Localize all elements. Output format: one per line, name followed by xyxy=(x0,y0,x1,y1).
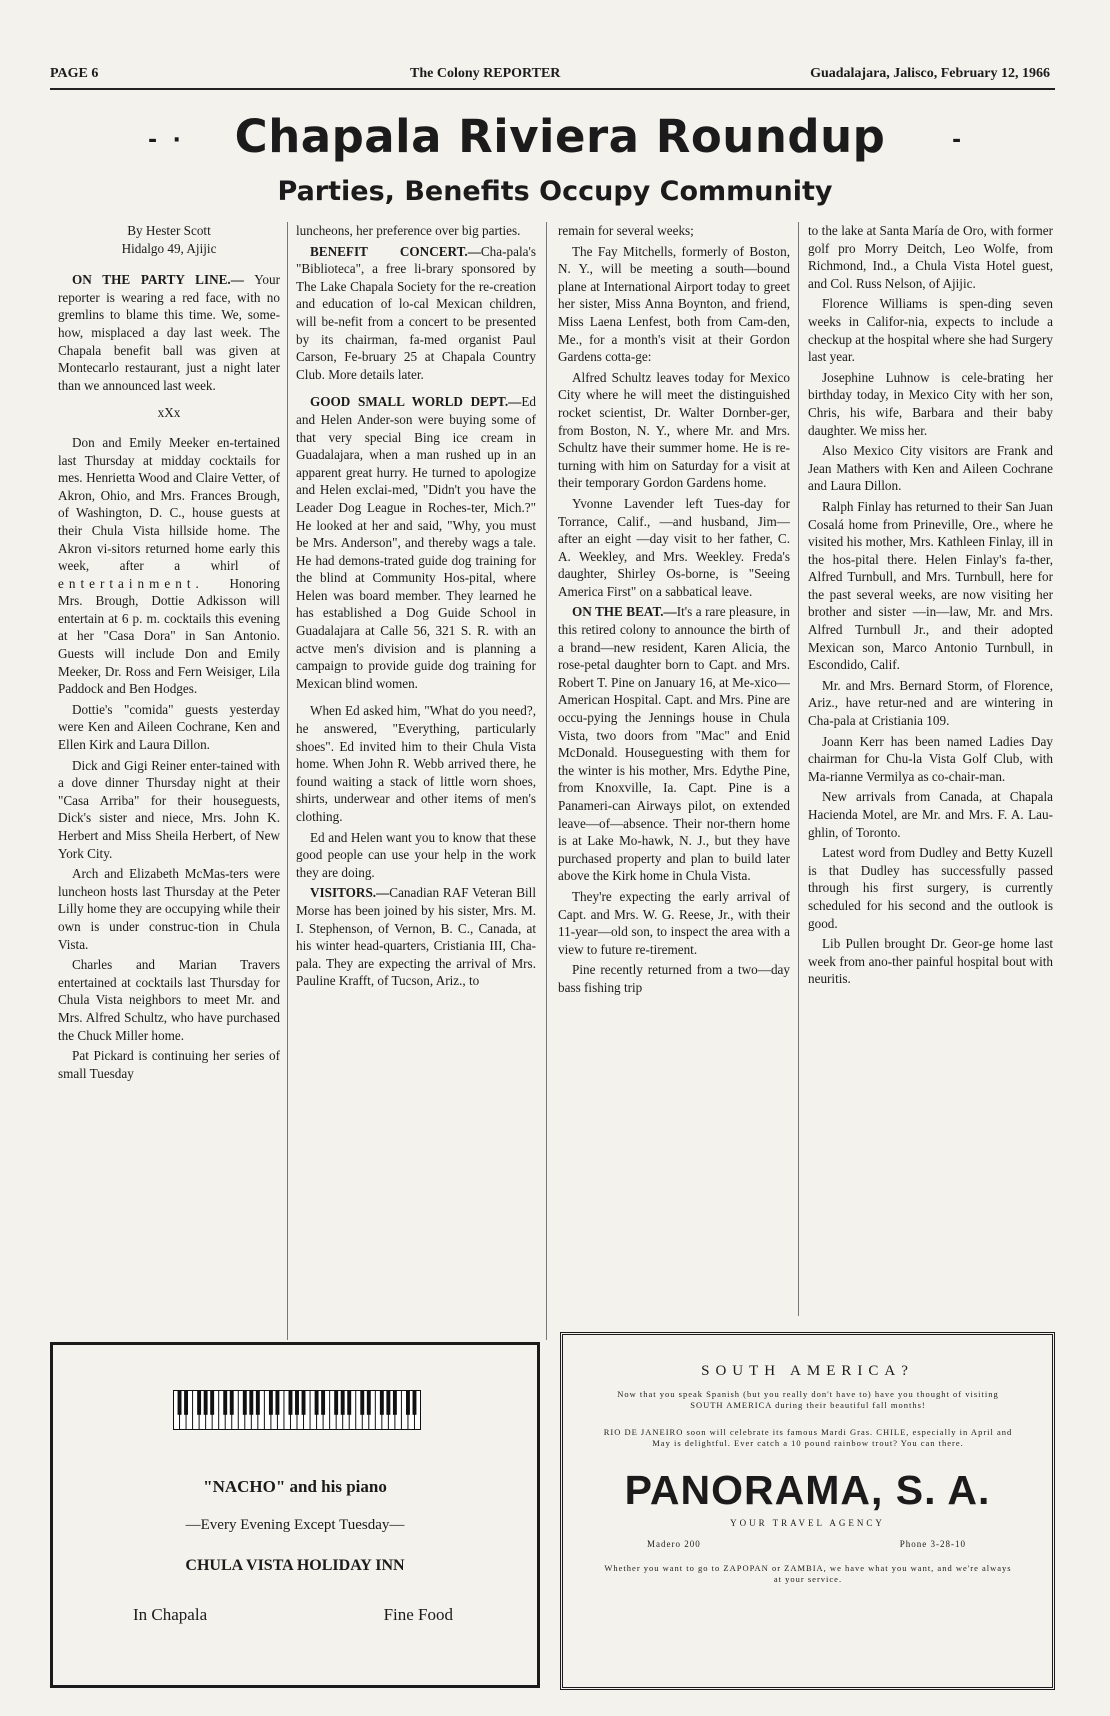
column-rule xyxy=(287,222,288,1340)
paragraph: Alfred Schultz leaves today for Mexico City where he will meet the distinguished rocket scientist, Dr. Walter Dornber-ger, from Boston, N. Y., where Mr. and Mrs. Schultz have their summer home. He is re-turning with him on Saturday for a visit at their temporary Gordon Gardens home. xyxy=(558,369,790,491)
paragraph-text: Honoring Mrs. Brough, Dottie Adkisson will entertain at 6 p. m. cocktails this evening at her "Casa Dora" in San Antonio. Guests will include Don and Emily Meeker, Dr. Ross and Fern Weisiger, Lila Paddock and Ben Hodges. xyxy=(58,575,280,697)
separator: xXx xyxy=(157,405,181,421)
ad-location: In Chapala xyxy=(133,1605,208,1624)
travel-agency-advertisement xyxy=(560,1332,1055,1690)
byline-address: Hidalgo 49, Ajijic xyxy=(121,240,217,256)
article-column-2 xyxy=(296,222,536,1340)
ad-tagline: Fine Food xyxy=(383,1605,453,1624)
paragraph: When Ed asked him, "What do you need?, he answered, "Everything, particularly shoes". Ed invited him to their Chula Vista home. When John R. Webb arrived there, he found waiting a stack of little worn shoes, shirts, underwear and other items of men's clothing. xyxy=(296,703,536,824)
paragraph-text: Canadian RAF Veteran Bill Morse has been joined by his sister, Mrs. M. I. Stephenson, of Vernon, B. C., Canada, at his winter head-quarters, Cristiania III, Cha-pala. They are expecting the arrival of Mrs. Pauline Krafft, of Tucson, Ariz., to xyxy=(296,885,536,989)
masthead xyxy=(50,66,1050,86)
paper-name: The Colony REPORTER xyxy=(410,66,561,81)
column-rule xyxy=(546,222,547,1340)
paragraph-text: Don and Emily Meeker en-tertained last Thursday at midday cocktails for mes. Henrietta Wood and Claire Vetter, of Akron, Ohio, and Mrs. Frances Brough, of Washington, D. C., house guests at their Chula Vista hillside home. The Akron vi-sitors returned home early this week, after a whirl of xyxy=(58,434,280,574)
headline-ornament-left: - · xyxy=(148,128,181,153)
ad-performer: "NACHO" and his piano xyxy=(203,1477,387,1496)
paragraph: Lib Pullen brought Dr. Geor-ge home last week from ano-ther painful hospital bout with neuritis. xyxy=(808,936,1053,987)
paragraph: Charles and Marian Travers entertained at cocktails last Thursday for Chula Vista neighbors to meet Mr. and Mrs. Alfred Schultz, who have purchased the Chuck Miller home. xyxy=(58,957,280,1043)
paragraph: to the lake at Santa María de Oro, with former golf pro Morry Deitch, Leo Wolfe, from Richmond, Ind., a Chula Vista Hotel guest, and Col. Russ Nelson, of Ajijic. xyxy=(808,223,1053,291)
headline-ornament-right: - xyxy=(952,128,962,153)
piano-advertisement xyxy=(50,1342,540,1688)
paragraph: Pine recently returned from a two—day bass fishing trip xyxy=(558,962,790,995)
ad-text-block: Now that you speak Spanish (but you really don't have to) have you thought of visiting SOUTH AMERICA during their beautiful fall months! xyxy=(617,1389,999,1410)
paragraph: Florence Williams is spen-ding seven weeks in Califor-nia, expects to include a checkup at the hospital where she had Surgery last year. xyxy=(808,296,1053,365)
ad-text-block: RIO DE JANEIRO soon will celebrate its famous Mardi Gras. CHILE, especially in April and May is delightful. Ever catch a 10 pound rainbow trout? You can there. xyxy=(603,1427,1013,1448)
paragraph: Pat Pickard is continuing her series of small Tuesday xyxy=(58,1048,280,1081)
paragraph: Yvonne Lavender left Tues-day for Torrance, Calif., —and husband, Jim— after an eight —day visit to her father, C. A. Weekley, and Mrs. Weekley. Freda's daughter, Shirley Os-borne, is "Seeing America First" on a sabbatical leave. xyxy=(558,495,790,599)
section-lead: BENEFIT CONCERT.— xyxy=(310,243,481,259)
paragraph xyxy=(58,271,280,394)
headline: Chapala Riviera Roundup xyxy=(234,110,886,163)
agency-address: Madero 200 xyxy=(647,1539,701,1549)
paragraph-text: Cha-pala's "Biblioteca", a free li-brary sponsored by The Lake Chapala Society for the re-creation and education of lo-cal Mexican children, will be-nefit from a concert to be presented by its chairman, fa-med organist Paul Carson, Fe-bruary 25 at Chapala Country Club. More details later. xyxy=(296,243,536,382)
paragraph xyxy=(296,393,536,692)
article-column-4 xyxy=(808,222,1053,1316)
paragraph: Also Mexico City visitors are Frank and Jean Mathers with Ken and Aileen Cochrane and Laura Dillon. xyxy=(808,443,1053,494)
page-number: PAGE 6 xyxy=(50,66,99,81)
agency-tagline: YOUR TRAVEL AGENCY xyxy=(730,1518,885,1528)
paragraph: remain for several weeks; xyxy=(558,223,694,238)
agency-phone: Phone 3-28-10 xyxy=(899,1539,966,1549)
column-rule xyxy=(798,222,799,1316)
paragraph: Mr. and Mrs. Bernard Storm, of Florence, Ariz., have retur-ned and are wintering in Cha-pala at Cristiania 109. xyxy=(808,677,1053,729)
paragraph xyxy=(58,434,280,698)
ad-title: SOUTH AMERICA? xyxy=(701,1363,914,1379)
paragraph-text: Ed and Helen Ander-son were buying some of that very special Bing ice cream in Guadalajara, when a man rushed up in an apparent great hurry. He turned to apologize and Helen exclai-med, "Didn't you have the Leader Dog League in Roches-ter, Mich.?" He looked at her and said, "Why, you must be Mrs. Anderson", and thereby wags a tale. He had demons-trated guide dog training for the blind at Community Hos-pital, where Helen was board member. They learned he has established a Dog Guide School in Guadalajara at Calle 56, 321 S. R. with an actve men's division and is planning a campaign to provide guide dog training for Mexican blind women. xyxy=(296,394,536,691)
paragraph: Dick and Gigi Reiner enter-tained with a dove dinner Thursday night at their "Casa Arriba" for their houseguests, Dick's sister and niece, Mrs. John K. Herbert and Miss Sheila Herbert, of New York City. xyxy=(58,757,280,861)
paragraph-text: Your reporter is wearing a red face, with no gremlins to blame this time. We, some-how, misplaced a day last week. The Chapala benefit ball was given at Montecarlo restaurant, just a night later than we announced last week. xyxy=(58,272,280,393)
paragraph: luncheons, her preference over big parties. xyxy=(296,223,521,238)
piano-keyboard-illustration xyxy=(173,1390,421,1430)
section-lead: ON THE BEAT.— xyxy=(572,604,677,620)
paragraph xyxy=(558,603,790,885)
agency-name: PANORAMA, S. A. xyxy=(624,1467,991,1513)
paragraph: Josephine Luhnow is cele-brating her birthday today, in Mexico City with her son, Chris, his wife, Barbara and their baby daughter. We miss her. xyxy=(808,369,1053,438)
dateline: Guadalajara, Jalisco, February 12, 1966 xyxy=(810,66,1050,81)
paragraph xyxy=(296,884,536,990)
paragraph: New arrivals from Canada, at Chapala Hacienda Motel, are Mr. and Mrs. F. A. Lau-ghlin, of Toronto. xyxy=(808,789,1053,840)
paragraph-text: It's a rare pleasure, in this retired colony to announce the birth of a brand—new resident, Karen Alicia, the rose-petal daughter born to Capt. and Mrs. Robert T. Pine on January 16, at Me-xico—American Hospital. Capt. and Mrs. Pine are occu-pying the Jennings house in Chula Vista, two doors from "Mac" and Enid McDonald. Houseguesting with them for the winter is his mother, Mrs. Edythe Pine, from Knoxville, Ia. Capt. Pine is a Panameri-can Airways pilot, on extended leave—of—absence. Their nor-thern home is at Lake Mo-hawk, N. J., but they have purchased property and plan to build later above the Kirk home in Chula Vista. xyxy=(558,604,790,884)
paragraph: Ralph Finlay has returned to their San Juan Cosalá home from Prineville, Ore., where he visited his mother, Mrs. Kathleen Finlay, ill in the hos-pital there. Helen Finlay's fa-ther, Alfred Turnbull, and Mrs. Turnbull, here for the past several weeks, are now visiting her brother and sister —in—law, Mr. and Mrs. Alfred Turnbull Jr., and their adopted Mexican son, Marco Antonio Turnbull, in Escondido, Calif. xyxy=(808,498,1053,673)
article-column-3 xyxy=(558,222,790,1316)
spaced-word: entertainment. xyxy=(58,575,204,591)
article-column-1 xyxy=(58,222,280,1340)
paragraph xyxy=(296,243,536,384)
masthead-rule xyxy=(50,88,1055,90)
ad-schedule: —Every Evening Except Tuesday— xyxy=(185,1517,405,1533)
ad-text-block: Whether you want to go to ZAPOPAN or ZAMBIA, we have what you want, and we're always at your service. xyxy=(604,1563,1012,1584)
paragraph: The Fay Mitchells, formerly of Boston, N. Y., will be meeting a south—bound plane at International Airport today to greet her sister, Miss Anna Boynton, and friend, Miss Laena Lenfest, both from Cam-den, Me., for a month's visit at their Gordon Gardens cotta-ge: xyxy=(558,243,790,365)
subheadline: Parties, Benefits Occupy Community xyxy=(277,176,833,207)
paragraph: Dottie's "comida" guests yesterday were Ken and Aileen Cochrane, Ken and Ellen Kirk and Laura Dillon. xyxy=(58,701,280,753)
paragraph: Ed and Helen want you to know that these good people can use your help in the work they are doing. xyxy=(296,829,536,880)
section-lead: GOOD SMALL WORLD DEPT.— xyxy=(310,394,522,410)
byline-name: By Hester Scott xyxy=(127,223,211,238)
paragraph: Joann Kerr has been named Ladies Day chairman for Chu-la Vista Golf Club, with Ma-rianne Vermilya as co-chair-man. xyxy=(808,733,1053,784)
section-lead: ON THE PARTY LINE.— xyxy=(72,272,244,288)
ad-venue: CHULA VISTA HOLIDAY INN xyxy=(185,1557,405,1574)
section-lead: VISITORS.— xyxy=(310,885,390,901)
paragraph: They're expecting the early arrival of Capt. and Mrs. W. G. Reese, Jr., with their 11-year—old son, to inspect the area with a view to future re-tirement. xyxy=(558,888,790,957)
paragraph: Latest word from Dudley and Betty Kuzell is that Dudley has successfully passed through his first surgery, is currently scheduled for his second and the outlook is good. xyxy=(808,845,1053,931)
paragraph: Arch and Elizabeth McMas-ters were luncheon hosts last Thursday at the Peter Lilly home they are occupying while their own is under construc-tion in Chula Vista. xyxy=(58,866,280,952)
